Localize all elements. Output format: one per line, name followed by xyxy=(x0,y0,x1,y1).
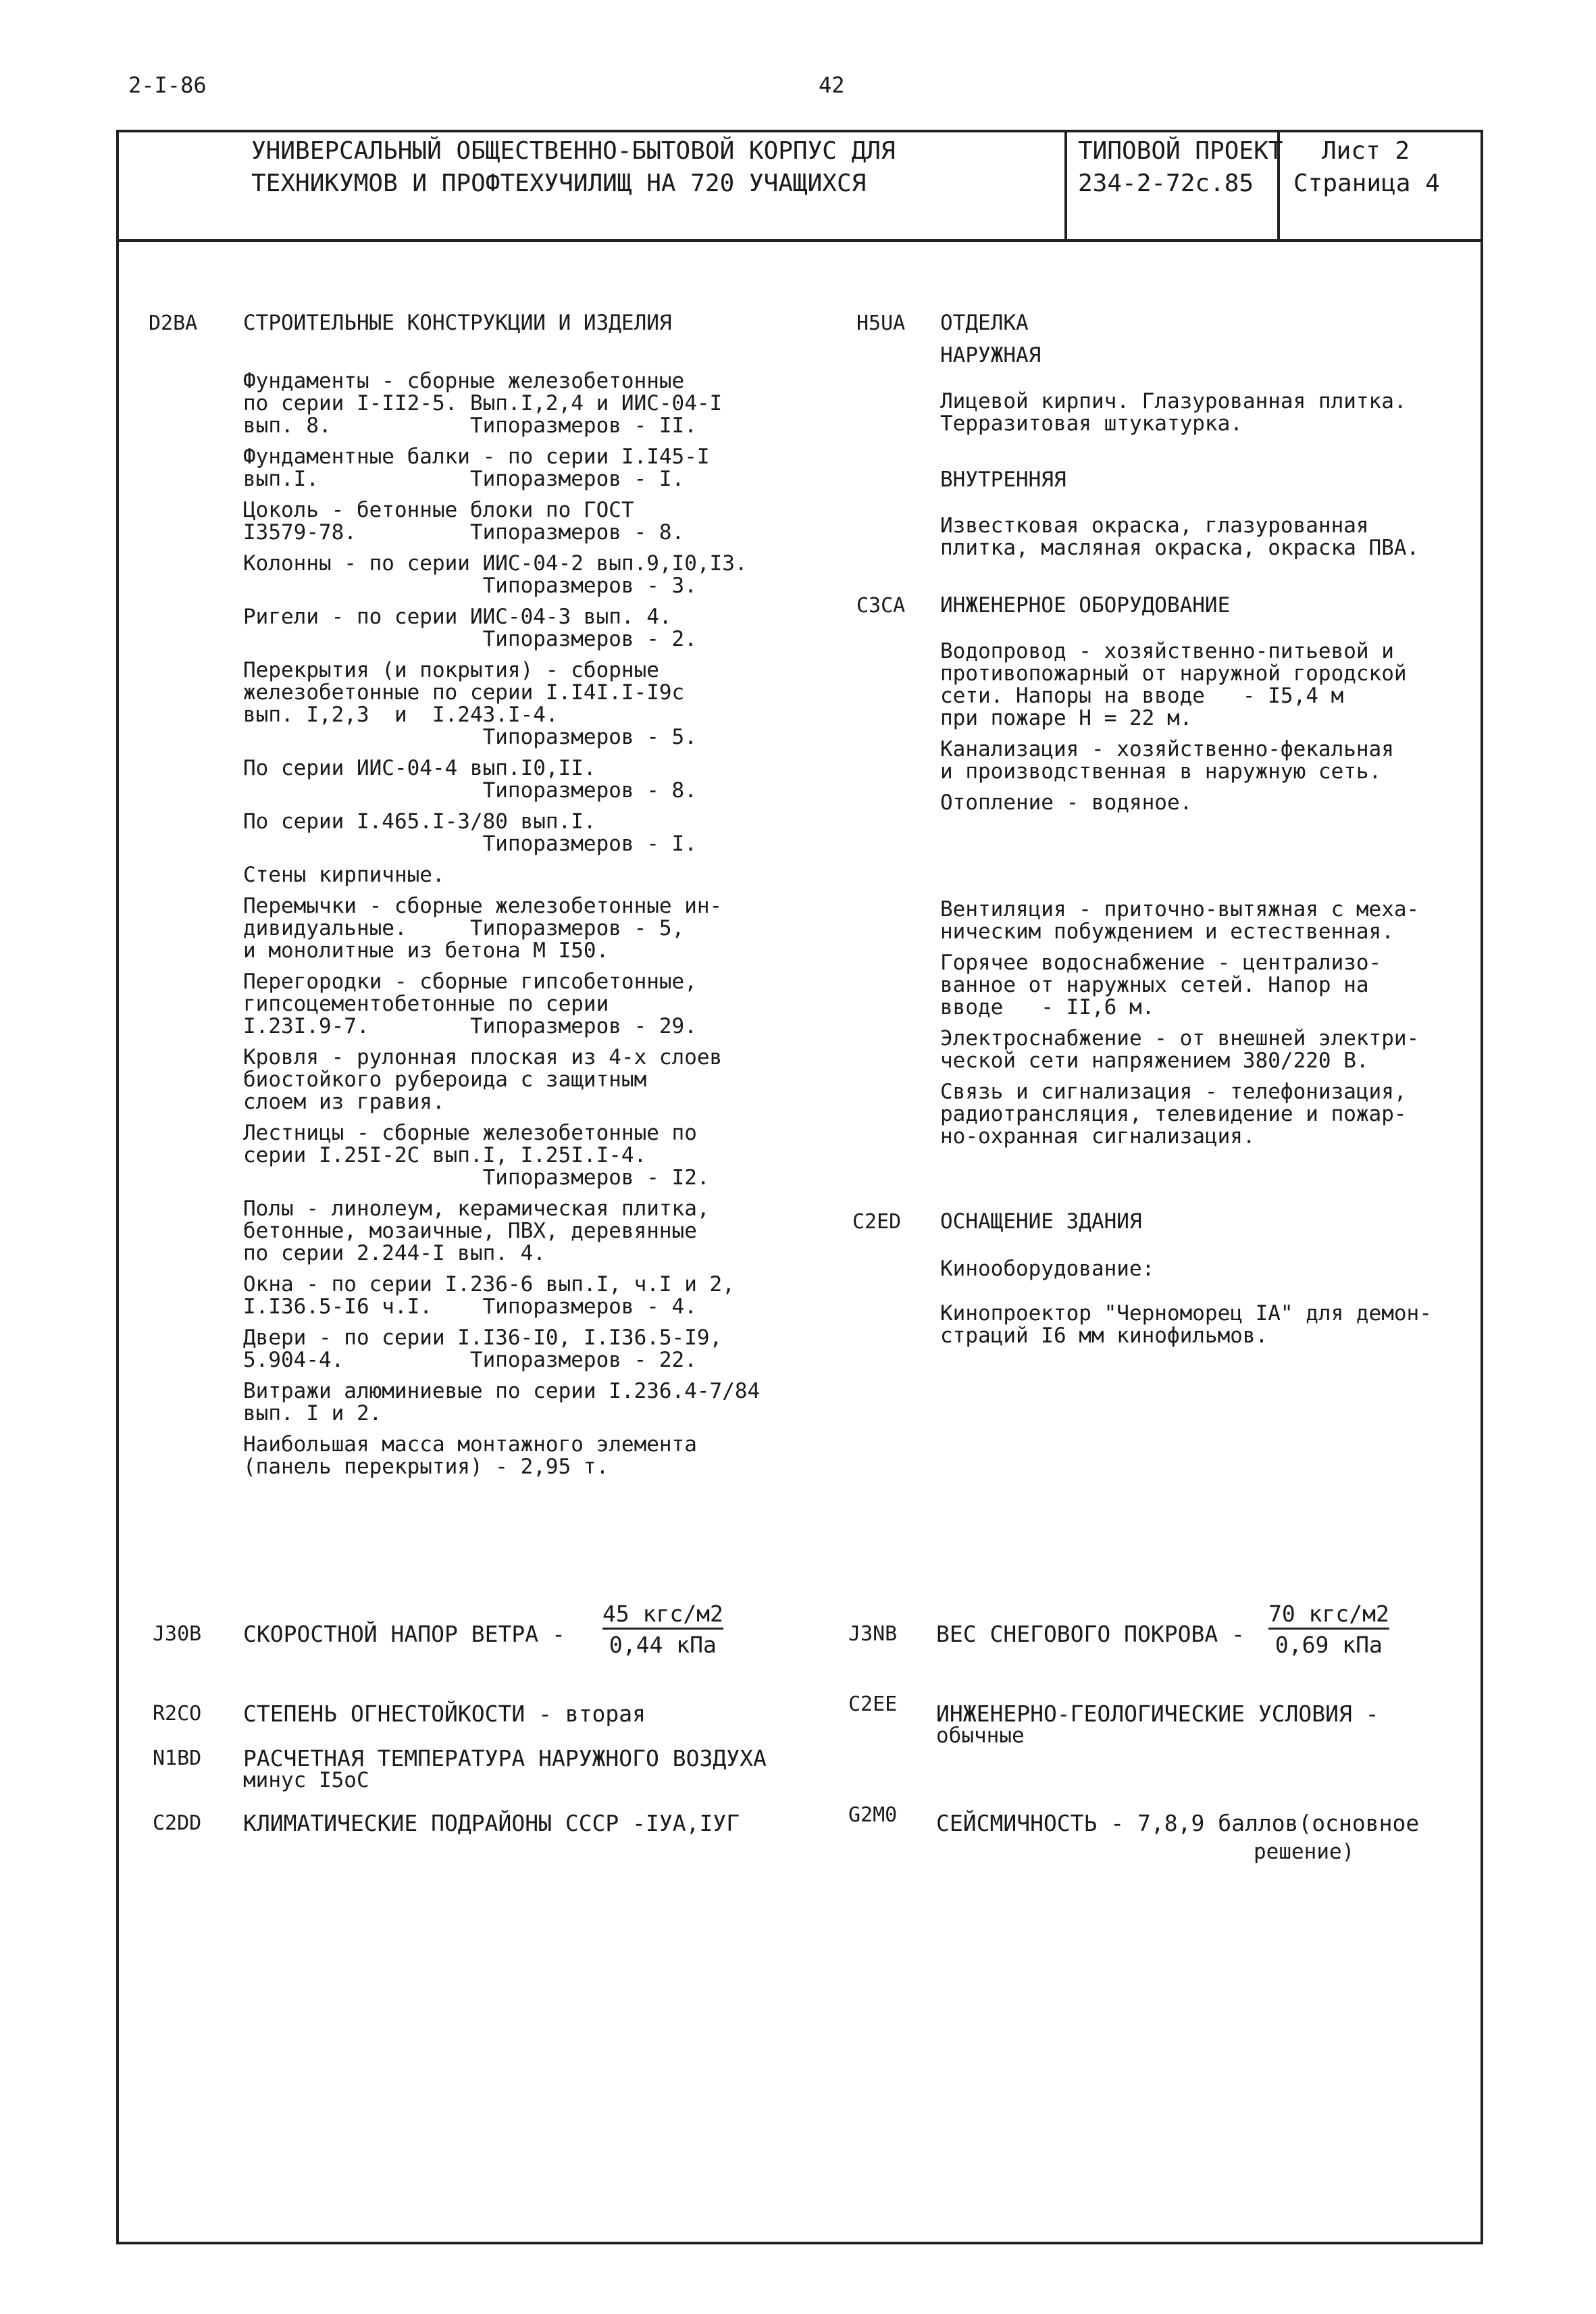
sheet-label: Лист 2 xyxy=(1322,137,1410,165)
text-line: ванное от наружных сетей. Напор на xyxy=(940,973,1369,997)
text-line: по серии 2.244-I вып. 4. xyxy=(243,1241,546,1265)
section-code-finish: H5UA xyxy=(856,311,906,335)
finish-outer-label: НАРУЖНАЯ xyxy=(940,343,1041,368)
fire-resistance: СТЕПЕНЬ ОГНЕСТОЙКОСТИ - вторая xyxy=(243,1701,646,1727)
project-number: 234-2-72с.85 xyxy=(1078,170,1254,197)
snow-numerator: 70 кгс/м2 xyxy=(1268,1603,1389,1630)
text-line: вып. I,2,3 и I.243.I-4. xyxy=(243,703,559,727)
text-line: Двери - по серии I.I36-I0, I.I36.5-I9, xyxy=(243,1326,723,1350)
text-line: Ригели - по серии ИИС-04-3 вып. 4. xyxy=(243,605,672,629)
text-line: вып.I. Типоразмеров - I. xyxy=(243,467,685,491)
doc-code: 2-I-86 xyxy=(128,72,207,98)
text-line: Витражи алюминиевые по серии I.236.4-7/84 xyxy=(243,1379,761,1403)
text-line: 5.904-4. Типоразмеров - 22. xyxy=(243,1348,697,1372)
text-line: Фундаментные балки - по серии I.I45-I xyxy=(243,445,710,469)
text-line: дивидуальные. Типоразмеров - 5, xyxy=(243,916,685,940)
text-line: при пожаре Н = 22 м. xyxy=(940,706,1193,730)
text-line: ческой сети напряжением 380/220 В. xyxy=(940,1049,1369,1073)
text-line: противопожарный от наружной городской xyxy=(940,661,1407,686)
snow-denominator: 0,69 кПа xyxy=(1275,1632,1383,1658)
seismic-line1: СЕЙСМИЧНОСТЬ - 7,8,9 баллов(основное xyxy=(936,1810,1420,1836)
project-label: ТИПОВОЙ ПРОЕКТ xyxy=(1078,137,1283,165)
text-line: биостойкого рубероида с защитным xyxy=(243,1067,647,1092)
seismicity xyxy=(936,1812,1419,1863)
finish-inner-line: плитка, масляная окраска, окраска ПВА. xyxy=(940,536,1420,560)
text-line: Стены кирпичные. xyxy=(243,863,445,887)
text-line: ническим побуждением и естественная. xyxy=(940,920,1394,944)
finish-inner-line: Известковая окраска, глазурованная xyxy=(940,513,1369,538)
text-line: Вентиляция - приточно-вытяжная с меха- xyxy=(940,897,1420,922)
text-line: Перекрытия (и покрытия) - сборные xyxy=(243,658,659,682)
text-line: радиотрансляция, телевидение и пожар- xyxy=(940,1102,1407,1126)
section-code-equipment: C2ED xyxy=(852,1210,902,1234)
text-line: слоем из гравия. xyxy=(243,1090,445,1114)
text-line: I.23I.9-7. Типоразмеров - 29. xyxy=(243,1014,697,1038)
text-line: Водопровод - хозяйственно-питьевой и xyxy=(940,639,1394,663)
text-line: по серии I-II2-5. Вып.I,2,4 и ИИС-04-I xyxy=(243,391,723,416)
finish-inner-text xyxy=(940,515,1419,559)
section-heading-construction: СТРОИТЕЛЬНЫЕ КОНСТРУКЦИИ И ИЗДЕЛИЯ xyxy=(243,311,672,335)
section-heading-engineering: ИНЖЕНЕРНОЕ ОБОРУДОВАНИЕ xyxy=(940,593,1231,618)
text-line: Канализация - хозяйственно-фекальная xyxy=(940,737,1394,761)
text-line: I3579-78. Типоразмеров - 8. xyxy=(243,520,685,545)
text-line: но-охранная сигнализация. xyxy=(940,1124,1256,1149)
header-title-line1: УНИВЕРСАЛЬНЫЙ ОБЩЕСТВЕННО-БЫТОВОЙ КОРПУС ДЛЯ xyxy=(251,137,896,165)
finish-outer-line: Терразитовая штукатурка. xyxy=(940,411,1243,436)
code-seismic: G2M0 xyxy=(848,1803,898,1827)
text-line: и производственная в наружную сеть. xyxy=(940,759,1382,784)
text-line: вып. I и 2. xyxy=(243,1401,382,1426)
text-line: Колонны - по серии ИИС-04-2 вып.9,I0,I3. xyxy=(243,551,748,576)
text-line: железобетонные по серии I.I4I.I-I9с xyxy=(243,680,685,705)
text-line: Связь и сигнализация - телефонизация, xyxy=(940,1080,1407,1104)
wind-label: СКОРОСТНОЙ НАПОР ВЕТРА - xyxy=(243,1621,565,1647)
header-title xyxy=(251,135,896,200)
text-line: вводе - II,6 м. xyxy=(940,995,1155,1020)
section-code-construction: D2BA xyxy=(149,311,198,335)
header-sheet xyxy=(1293,135,1440,200)
equipment-subheading: Кинооборудование: xyxy=(940,1257,1155,1281)
geology-conditions xyxy=(936,1703,1379,1747)
text-line: сети. Напоры на вводе - I5,4 м xyxy=(940,684,1344,708)
text-line: бетонные, мозаичные, ПВХ, деревянные xyxy=(243,1219,697,1243)
header-title-line2: ТЕХНИКУМОВ И ПРОФТЕХУЧИЛИЩ НА 720 УЧАЩИХСЯ xyxy=(251,170,867,197)
code-wind: J30B xyxy=(153,1622,202,1646)
temperature-line1: РАСЧЕТНАЯ ТЕМПЕРАТУРА НАРУЖНОГО ВОЗДУХА xyxy=(243,1745,767,1771)
text-line: Горячее водоснабжение - централизо- xyxy=(940,951,1382,975)
code-fire: R2CO xyxy=(153,1702,202,1726)
text-line: Полы - линолеум, керамическая плитка, xyxy=(243,1197,710,1221)
engineering-description-2 xyxy=(940,899,1419,1148)
finish-outer-text xyxy=(940,391,1407,435)
text-line: Типоразмеров - 3. xyxy=(243,574,697,598)
page-number: 42 xyxy=(819,72,845,98)
section-heading-equipment: ОСНАЩЕНИЕ ЗДАНИЯ xyxy=(940,1209,1142,1234)
wind-numerator: 45 кгс/м2 xyxy=(602,1603,723,1630)
text-line: серии I.25I-2С вып.I, I.25I.I-4. xyxy=(243,1143,647,1167)
text-line: Перегородки - сборные гипсобетонные, xyxy=(243,970,697,994)
text-line: Типоразмеров - 8. xyxy=(243,778,697,803)
code-snow: J3NB xyxy=(848,1622,898,1646)
text-line: Типоразмеров - I2. xyxy=(243,1165,710,1190)
geology-line1: ИНЖЕНЕРНО-ГЕОЛОГИЧЕСКИЕ УСЛОВИЯ - xyxy=(936,1701,1379,1727)
equipment-text xyxy=(940,1303,1432,1347)
section-code-engineering: C3CA xyxy=(856,594,906,618)
text-line: По серии ИИС-04-4 вып.I0,II. xyxy=(243,756,596,780)
text-line: Цоколь - бетонные блоки по ГОСТ xyxy=(243,498,634,522)
snow-fraction xyxy=(1268,1603,1389,1656)
text-line: Кровля - рулонная плоская из 4-х слоев xyxy=(243,1045,723,1070)
equipment-line: Кинопроектор "Черноморец IА" для демон- xyxy=(940,1301,1432,1326)
finish-outer-line: Лицевой кирпич. Глазурованная плитка. xyxy=(940,389,1407,413)
text-line: гипсоцементобетонные по серии xyxy=(243,992,609,1016)
section-heading-finish: ОТДЕЛКА xyxy=(940,311,1029,335)
design-temperature xyxy=(243,1747,767,1792)
header-project xyxy=(1078,135,1283,200)
text-line: Окна - по серии I.236-6 вып.I, ч.I и 2, xyxy=(243,1272,735,1297)
text-line: Типоразмеров - 2. xyxy=(243,627,697,651)
text-line: Электроснабжение - от внешней электри- xyxy=(940,1026,1420,1051)
temperature-line2: минус I5оС xyxy=(243,1768,369,1792)
seismic-line2: решение) xyxy=(1254,1840,1355,1864)
climate-subregions: КЛИМАТИЧЕСКИЕ ПОДРАЙОНЫ СССР -IУА,IУГ xyxy=(243,1810,740,1836)
text-line: Типоразмеров - I. xyxy=(243,832,697,856)
text-line: Отопление - водяное. xyxy=(940,790,1193,815)
text-line: и монолитные из бетона М I50. xyxy=(243,938,609,963)
engineering-description xyxy=(940,640,1407,814)
page-label: Страница 4 xyxy=(1293,170,1440,197)
text-line: Перемычки - сборные железобетонные ин- xyxy=(243,894,723,918)
text-line: Типоразмеров - 5. xyxy=(243,725,697,749)
text-line: Наибольшая масса монтажного элемента xyxy=(243,1432,697,1457)
text-line: Лестницы - сборные железобетонные по xyxy=(243,1121,697,1145)
snow-label: ВЕС СНЕГОВОГО ПОКРОВА - xyxy=(936,1621,1245,1647)
wind-denominator: 0,44 кПа xyxy=(609,1632,717,1658)
equipment-line: страций I6 мм кинофильмов. xyxy=(940,1324,1268,1348)
code-climate: C2DD xyxy=(153,1811,202,1835)
construction-description xyxy=(243,370,760,1478)
wind-fraction xyxy=(602,1603,723,1656)
text-line: Фундаменты - сборные железобетонные xyxy=(243,369,685,393)
text-line: I.I36.5-I6 ч.I. Типоразмеров - 4. xyxy=(243,1294,697,1319)
code-geology: C2EE xyxy=(848,1692,898,1716)
text-line: (панель перекрытия) - 2,95 т. xyxy=(243,1455,609,1479)
text-line: вып. 8. Типоразмеров - II. xyxy=(243,413,697,438)
geology-line2: обычные xyxy=(936,1724,1025,1748)
code-temperature: N1BD xyxy=(153,1746,202,1770)
finish-inner-label: ВНУТРЕННЯЯ xyxy=(940,468,1066,492)
text-line: По серии I.465.I-3/80 вып.I. xyxy=(243,809,596,834)
header-column-divider-1 xyxy=(1064,130,1067,241)
